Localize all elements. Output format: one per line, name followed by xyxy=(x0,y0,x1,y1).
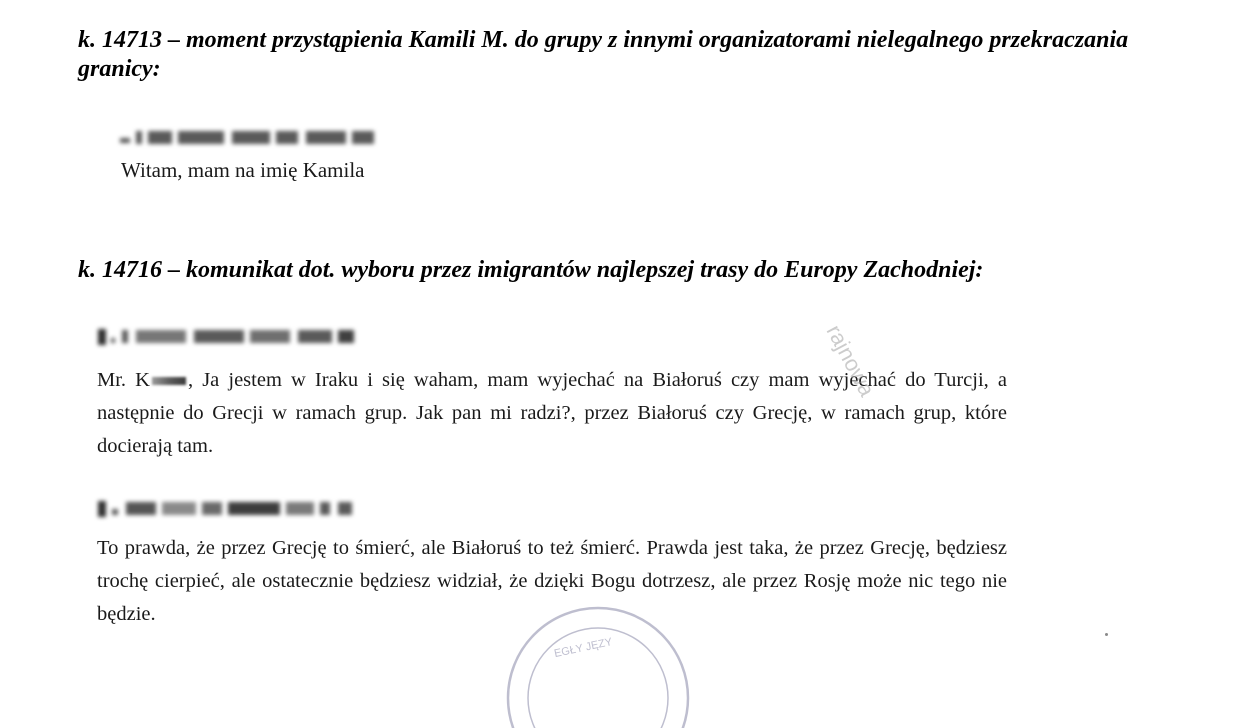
redacted-sender-2 xyxy=(98,330,358,343)
stamp-seal xyxy=(488,598,708,728)
message-2: To prawda, że przez Grecję to śmierć, ale Białoruś to też śmierć. Prawda jest taka, że przez Grecję, będziesz trochę cierpieć, ale ostatecznie będziesz widział, że dzięki Bogu dotrzesz, ale przez Rosję może nic tego nie będzie. xyxy=(97,537,1007,625)
section2-heading: k. 14716 – komunikat dot. wyboru przez imigrantów najlepszej trasy do Europy Zachodniej: xyxy=(78,257,984,283)
scan-speck xyxy=(1105,633,1108,636)
redacted-sender-3 xyxy=(98,502,358,515)
redacted-sender-1 xyxy=(120,131,390,144)
message-text: Witam, mam na imię Kamila xyxy=(121,158,365,182)
section1-heading: k. 14713 – moment przystąpienia Kamili M. do grupy z innymi organizatorami nielegalnego przekraczania granicy: xyxy=(78,27,1129,82)
message-1-prefix: Mr. K xyxy=(97,369,150,391)
message-1-body: , Ja jestem w Iraku i się waham, mam wyjechać na Białoruś czy mam wyjechać do Turcji, a następnie do Grecji w ramach grup. Jak pan mi radzi?, przez Białoruś czy Grecję, w ramach grup, które docierają tam. xyxy=(97,369,1007,457)
watermark-stamp-fragment xyxy=(806,300,916,440)
watermark-text: rajnowa xyxy=(821,320,880,401)
redacted-name xyxy=(152,377,186,385)
stamp-text: EGŁY JĘZY xyxy=(553,636,614,661)
